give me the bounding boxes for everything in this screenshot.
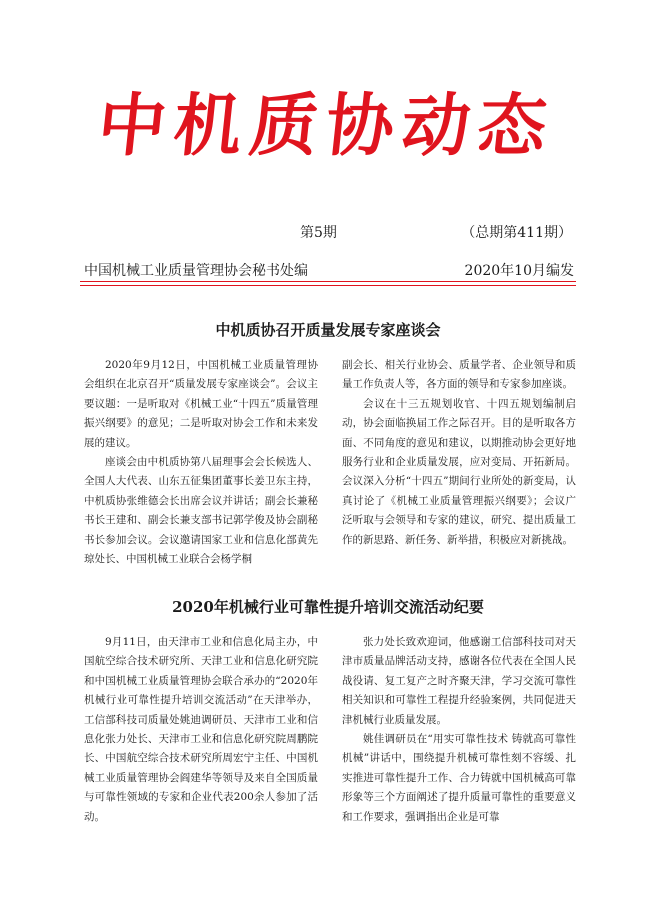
paragraph: 副会长、相关行业协会、质量学者、企业领导和质量工作负责人等，各方面的领导和专家参加座谈。 [342,359,576,391]
article-1-title: 中机质协召开质量发展专家座谈会 [215,321,441,339]
publish-date: 2020年10月编发 [464,263,574,279]
article-1-column-left [84,356,318,569]
masthead-title: 中机质协动态 [93,86,559,166]
publisher-info [84,260,574,280]
header-divider [80,281,576,282]
paragraph: 张力处长致欢迎词，他感谢工信部科技司对天津市质量品牌活动支持，感谢各位代表在全国人民战役请、复工复产之时齐聚天津，学习交流可靠性相关知识和可靠性工程提升经验案例，共同促进天津机械行业质量发展。 [342,636,576,726]
paragraph: 座谈会由中机质协第八届理事会会长候选人、全国人大代表、山东五征集团董事长姜卫东主持，中机质协张维德会长出席会议并讲话；副会长兼秘书长王建和、副会长兼支部书记郭学俊及协会副秘书长参加会议。会议邀请国家工业和信息化部黄先琼处长、中国机械工业联合会杨学桐 [84,456,318,566]
paragraph: 会议在十三五规划收官、十四五规划编制启动，协会面临换届工作之际召开。目的是听取各方面、不同角度的意见和建议，以期推动协会更好地服务行业和企业质量发展，应对变局、开拓新局。会议深入分析“十四五”期间行业所处的新变局，认真讨论了《机械工业质量管理振兴纲要》；会议广泛听取与会领导和专家的建议，研究、提出质量工作的新思路、新任务、新举措，积极应对新挑战。 [342,397,576,546]
paragraph: 9月11日，由天津市工业和信息化局主办，中国航空综合技术研究所、天津工业和信息化研究院和中国机械工业质量管理协会联合承办的“2020年机械行业可靠性提升培训交流活动”在天津举办，工信部科技司质量处姚迪调研员、天津市工业和信息化张力处长、天津市工业和信息化研究院周鹏院长、中国航空综合技术研究所周宏宁主任、中国机械工业质量管理协会阎建华等领导及来自全国质量与可靠性领域的专家和企业代表200余人参加了活动。 [84,636,318,823]
article-2-title: 2020年机械行业可靠性提升培训交流活动纪要 [172,598,484,616]
issue-total: （总期第411期） [461,225,572,241]
publisher-org: 中国机械工业质量管理协会秘书处编 [84,263,308,279]
article-2-column-right [342,633,576,827]
paragraph: 姚佳调研员在“用实可靠性技术 铸就高可靠性机械”讲话中，围绕提升机械可靠性刻不容缓、扎实推进可靠性提升工作、合力铸就中国机械高可靠形象等三个方面阐述了提升质量可靠性的重要意义和工作要求，强调指出企业是可靠 [342,733,576,823]
article-2-column-left [84,633,318,827]
paragraph: 2020年9月12日，中国机械工业质量管理协会组织在北京召开“质量发展专家座谈会”。会议主要议题：一是听取对《机械工业“十四五”质量管理振兴纲要》的意见；二是听取对协会工作和未来发展的建议。 [84,359,318,449]
issue-info [300,222,572,242]
issue-number: 第5期 [300,225,337,241]
article-1-column-right [342,356,576,550]
header-divider-thin [80,285,576,286]
